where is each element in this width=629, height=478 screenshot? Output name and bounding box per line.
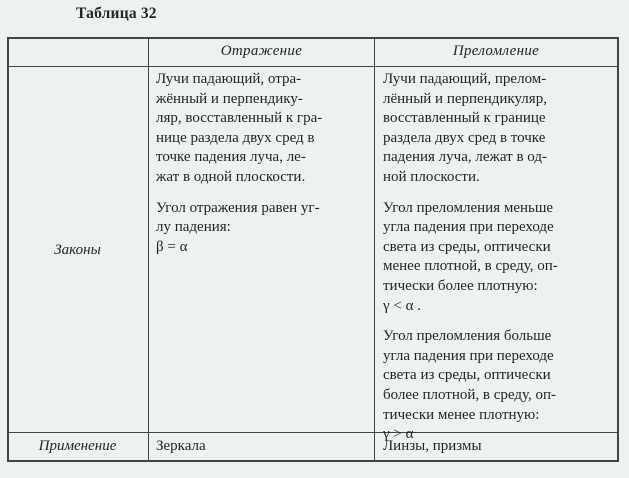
header-divider: [7, 66, 619, 67]
text-line: ляр, восставленный к гра-: [156, 110, 323, 127]
header-refraction: Преломление: [452, 43, 540, 59]
text-line: лённый и перпендикуляр,: [383, 90, 547, 107]
table-caption: Таблица 32: [76, 5, 157, 22]
text-line: ной плоскости.: [383, 168, 480, 185]
text-line: менее плотной, в среду, оп-: [383, 258, 558, 275]
text-line: Лучи падающий, отра-: [156, 71, 302, 87]
text-line: точке падения луча, ле-: [156, 149, 306, 166]
header-reflection: Отражение: [220, 43, 303, 59]
column-divider-1: [148, 37, 149, 462]
refraction-law-less-dense-to-denser: [383, 199, 611, 317]
refraction-law-denser-to-less-dense: [383, 327, 611, 445]
text-line: Угол преломления меньше: [383, 199, 554, 216]
table-border-top: [7, 37, 619, 39]
row-label-laws: Законы: [54, 242, 101, 258]
laws-refraction-cell: [383, 70, 611, 445]
text-line: более плотной, в среду, оп-: [383, 386, 557, 403]
application-refraction: Линзы, призмы: [383, 438, 482, 454]
text-line: света из среды, оптически: [383, 367, 551, 384]
refraction-law-plane: [383, 70, 611, 188]
text-line: раздела двух сред в точке: [383, 129, 546, 146]
text-line: света из среды, оптически: [383, 238, 551, 255]
column-divider-2: [374, 37, 375, 462]
formula: γ > α: [383, 426, 414, 443]
table-border-bottom: [7, 460, 619, 462]
text-line: лу падения:: [156, 219, 231, 236]
text-line: нице раздела двух сред в: [156, 129, 315, 146]
text-line: тически более плотную:: [383, 277, 538, 294]
text-line: угла падения при переходе: [383, 347, 554, 364]
reflection-law-plane: [156, 70, 368, 188]
application-reflection: Зеркала: [156, 438, 206, 454]
text-line: восставленный к границе: [383, 110, 546, 127]
text-line: падения луча, лежат в од-: [383, 149, 547, 166]
text-line: тически менее плотную:: [383, 406, 540, 423]
text-line: Лучи падающий, прелом-: [383, 71, 547, 87]
formula: β = α: [156, 238, 188, 255]
text-line: Угол отражения равен уг-: [156, 199, 320, 216]
text-line: жённый и перпендику-: [156, 90, 303, 107]
text-line: Угол преломления больше: [383, 328, 552, 345]
formula: γ < α .: [383, 297, 421, 314]
text-line: угла падения при переходе: [383, 219, 554, 236]
row-label-application: Применение: [38, 438, 117, 454]
laws-reflection-cell: [156, 70, 368, 257]
optics-table: [7, 37, 619, 462]
text-line: жат в одной плоскости.: [156, 168, 306, 185]
reflection-law-angles: [156, 199, 368, 258]
table-border-right: [617, 37, 619, 462]
